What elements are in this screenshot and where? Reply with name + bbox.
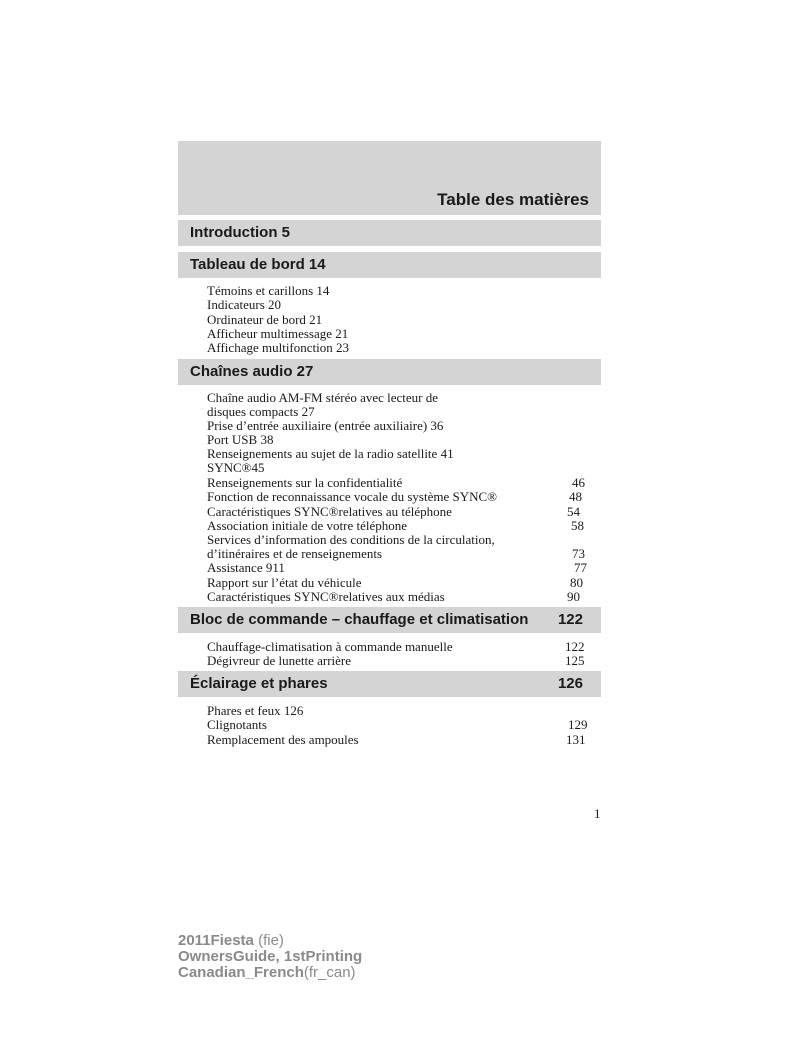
footer-model-code: (fie) [253,932,284,949]
toc-entry[interactable]: Clignotants [207,717,267,732]
section-page-number: 122 [557,611,583,628]
toc-entry-page-number: 58 [571,518,584,533]
toc-entry[interactable]: Ordinateur de bord 21 [207,312,323,327]
toc-entry[interactable]: Affichage multifonction 23 [207,340,350,355]
toc-entry[interactable]: Association initiale de votre téléphone [207,518,407,533]
toc-entry[interactable]: Renseignements sur la confidentialité [207,475,403,490]
footer-guide: OwnersGuide, 1stPrinting [178,948,363,965]
toc-entry[interactable]: Indicateurs 20 [207,297,282,312]
toc-entry-page-number: 48 [569,489,582,504]
footer-line-1 [178,933,362,949]
page-number: 1 [594,806,601,821]
header-block [178,141,601,215]
toc-entry[interactable]: Assistance 911 [207,560,285,575]
section-title: Éclairage et phares [190,675,328,692]
toc-entry[interactable]: Phares et feux 126 [207,703,304,718]
toc-entry-page-number: 129 [568,717,588,732]
toc-entry-page-number: 73 [572,546,585,561]
toc-entry-page-number: 131 [566,732,586,747]
section-title: Tableau de bord 14 [190,256,326,273]
toc-entry[interactable]: Services d’information des conditions de la circulation, [207,532,495,547]
toc-entry[interactable]: Port USB 38 [207,432,274,447]
toc-entry[interactable]: Témoins et carillons 14 [207,283,330,298]
toc-entry[interactable]: Dégivreur de lunette arrière [207,653,352,668]
toc-entry-page-number: 122 [565,639,585,654]
toc-entry-page-number: 125 [565,653,585,668]
section-header[interactable] [178,607,601,633]
toc-entry-page-number: 46 [572,475,585,490]
toc-entry[interactable]: Afficheur multimessage 21 [207,326,349,341]
footer-language-code: (fr_can) [303,964,356,981]
section-header[interactable] [178,671,601,697]
toc-entry[interactable]: SYNC®45 [207,460,265,475]
toc-entry-page-number: 77 [574,560,587,575]
toc-entry[interactable]: Caractéristiques SYNC®relatives aux médias [207,589,445,604]
section-header[interactable] [178,220,601,246]
footer-model: 2011Fiesta [178,932,254,949]
section-header[interactable] [178,359,601,385]
toc-entry[interactable]: Prise d’entrée auxiliaire (entrée auxiliaire) 36 [207,418,444,433]
toc-entry[interactable]: Fonction de reconnaissance vocale du système SYNC® [207,489,498,504]
toc-entry[interactable]: Chauffage-climatisation à commande manuelle [207,639,453,654]
section-header[interactable] [178,252,601,278]
section-title: Bloc de commande – chauffage et climatisation [190,611,529,628]
toc-entry[interactable]: disques compacts 27 [207,404,315,419]
footer-info [178,933,362,981]
page-title: Table des matières [437,190,589,209]
section-title: Introduction 5 [190,224,290,241]
toc-entry[interactable]: Renseignements au sujet de la radio satellite 41 [207,446,454,461]
toc-entry[interactable]: Chaîne audio AM-FM stéréo avec lecteur de [207,390,439,405]
toc-entry-page-number: 80 [570,575,583,590]
toc-entry[interactable]: Caractéristiques SYNC®relatives au téléphone [207,504,452,519]
toc-entry[interactable]: Remplacement des ampoules [207,732,359,747]
section-title: Chaînes audio 27 [190,363,314,380]
toc-entry-page-number: 54 [567,504,580,519]
toc-entry[interactable]: Rapport sur l’état du véhicule [207,575,362,590]
footer-language: Canadian_French [178,964,304,981]
footer-line-3 [178,965,362,981]
toc-entry-page-number: 90 [567,589,580,604]
toc-entry[interactable]: d’itinéraires et de renseignements [207,546,383,561]
section-page-number: 126 [557,675,583,692]
footer-line-2 [178,949,362,965]
